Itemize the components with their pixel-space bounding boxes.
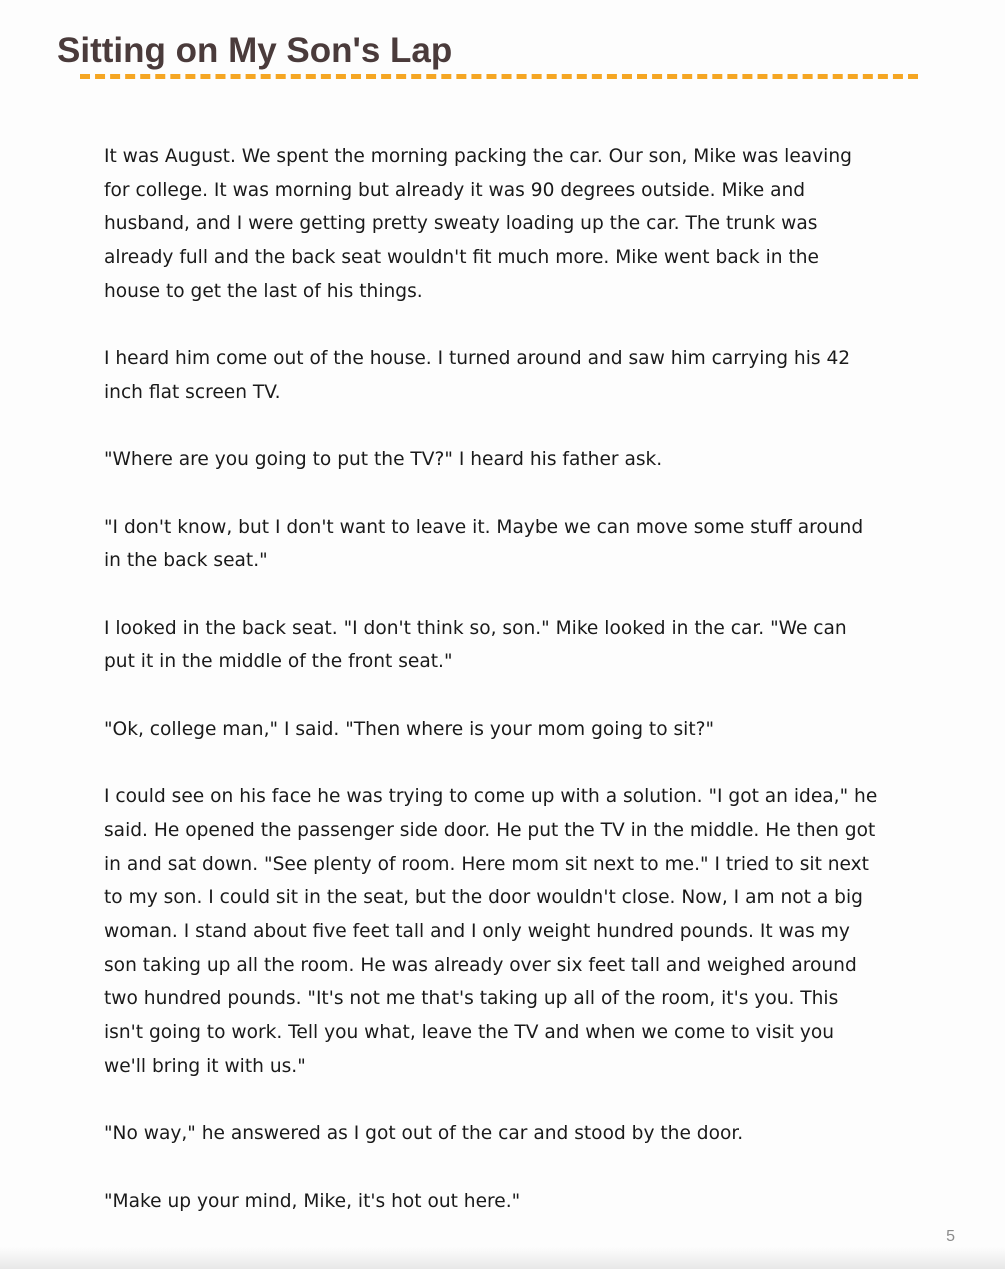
page-title: Sitting on My Son's Lap — [57, 31, 453, 70]
paragraph: "Where are you going to put the TV?" I heard his father ask. — [104, 449, 663, 471]
paragraph: I heard him come out of the house. I turned around and saw him carrying his 42 inch flat screen TV. — [104, 348, 851, 403]
paragraph: "I don't know, but I don't want to leave it. Maybe we can move some stuff around in the back seat." — [104, 516, 864, 572]
page-number: 5 — [946, 1228, 955, 1245]
story-body — [104, 140, 904, 1252]
paragraph: I looked in the back seat. "I don't think so, son." Mike looked in the car. "We can put it in the middle of the front seat." — [104, 617, 847, 673]
paragraph: "Ok, college man," I said. "Then where is your mom going to sit?" — [104, 718, 715, 740]
paragraph: I could see on his face he was trying to come up with a solution. "I got an idea," he said. He opened the passenger side door. He put the TV in the middle. He then got in and sat down. "See plenty of room. Here mom sit next to me." I tried to sit next to my son. I could sit in the seat, but the door wouldn't close. Now, I am not a big woman. I stand about five feet tall and I only weight hundred pounds. It was my son taking up all the room. He was already over six feet tall and weighed around two hundred pounds. "It's not me that's taking up all of the room, it's you. This isn't going to work. Tell you what, leave the TV and when we come to visit you we'll bring it with us." — [104, 786, 878, 1077]
paragraph: "No way," he answered as I got out of the car and stood by the door. — [104, 1123, 744, 1145]
paragraph: "Make up your mind, Mike, it's hot out here." — [104, 1190, 521, 1212]
paragraph: It was August. We spent the morning packing the car. Our son, Mike was leaving for college. It was morning but already it was 90 degrees outside. Mike and husband, and I were getting pretty sweaty loading up the car. The trunk was already full and the back seat wouldn't fit much more. Mike went back in the house to get the last of his things. — [104, 146, 852, 302]
title-underline-divider — [80, 74, 918, 79]
page-bottom-edge — [0, 1247, 1005, 1269]
